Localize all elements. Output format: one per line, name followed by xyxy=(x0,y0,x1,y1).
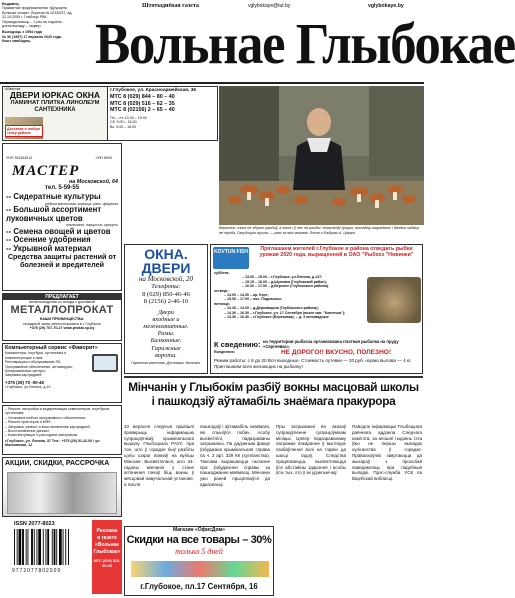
ad-computer xyxy=(2,343,122,403)
fish-stop: – 16.30 – 17.00 – д.Верхнее (Глубокского района). xyxy=(242,284,330,289)
article-column: 10 верасня следчыя прыйшлі праверыць інфармацыю супрацоўнікаў крымінальнага вышуку Глыбоцкага РАУС пра тое, што ў горадзе быў разбіты цэлы шэраг вокнаў на вуліцы Мінская. Высветлілася, што 34-гадовы мінчанін у стане ап'янення пачаў біць вокны ў мясцовай навучальнай установе, а пасля xyxy=(124,424,194,487)
photo-caption: Верасень: гэта не збіралі грыбаў, а гэта і ў лес на грыбы! Аляксандр Цвірка, гаспадар агарадзіны і далёка хадзіць не трэба, Галубоцкія пушчы — увас за якіх вочкамі. Фота з Фабрыкі A. Цвірка. xyxy=(219,226,420,235)
laptop-icon xyxy=(92,354,118,372)
ad-metal-line1: НАШИ ПРЕИМУЩЕСТВА: xyxy=(39,317,85,322)
ad-master xyxy=(2,143,122,291)
publisher-line: Прыватнае прадпрыемства «Друкарня xyxy=(2,6,67,11)
barcode xyxy=(12,529,86,567)
publisher-block xyxy=(2,2,94,82)
ad-okna-item: ворота. xyxy=(155,351,177,359)
fish-weekday-tag: Ежедневно: xyxy=(214,350,236,354)
ad-okna-phone: 8 (2156) 2-46-10 xyxy=(143,298,189,305)
article-tail xyxy=(278,526,423,596)
ad-akcii xyxy=(2,457,122,517)
ad-tag: Абвестка xyxy=(5,87,21,91)
fish-headline: Пріглашаем жителей г.Глубокое и района отведать рыбки урожая 2020 года, выращенной в ОАО "Рыбхоз "Новинки" xyxy=(259,246,414,259)
fish-day: пятница: xyxy=(214,301,230,306)
ad-okna-item: межкомнатные. xyxy=(143,322,189,330)
ad-vertical-line: «Вольнае xyxy=(94,542,120,548)
fish-notice-tag: К сведению: xyxy=(214,340,261,349)
fish-day: четверг: xyxy=(214,288,229,293)
ad-vertical xyxy=(92,520,122,594)
ad-computer-bullet: Программное обеспечение, антивирусы; xyxy=(5,364,73,369)
ad-dveri-contacts xyxy=(108,86,218,141)
newspaper-title: Вольнае Глыбокае xyxy=(95,12,515,77)
masthead-rule xyxy=(0,82,424,84)
ad-computer-bullet: Заправка картриджей. xyxy=(5,373,43,378)
ad-computer-bullet: Копировальные центры; xyxy=(5,369,46,374)
ad-dom xyxy=(124,526,274,596)
ad-computer-address: г.Глубокое, ул.Ленина, д.10 xyxy=(5,385,51,390)
founded-note: Выходзіць з 1994 года xyxy=(2,30,42,35)
publisher-line: Перыядычнасць – 1 раз на тыдзень, xyxy=(2,19,63,24)
ad-metal-contacts: +375 (29) 707-70-27 www.prokat-sp.by xyxy=(29,326,95,331)
fish-logo: KOVTUN FISH xyxy=(213,247,249,269)
ad-metal-tag: ПРЕДЛАГАЕТ xyxy=(3,294,121,300)
ad-repair-footer: г.Глубокое, ул. Ленина, 37 Тел.: +375 (29) 51-32-00 / ул. Московская, 12 xyxy=(5,438,101,448)
ad-repair-line: – Установка любого программного обеспечения; xyxy=(5,415,86,420)
fish-footer: Режим работы: с 8 до 20 Вся выходные. Стоимость путевки — 20 руб. норма вылова — 4 кг. Приглашаем всех желающих на рыбалку! xyxy=(214,358,412,369)
ad-vertical-line: Реклама xyxy=(96,528,118,534)
ad-akcii-title: АКЦИИ, СКИДКИ, РАССРОЧКА xyxy=(5,460,110,467)
fish-notice-text: на территории рыбхоза организована платная рыбалка на пруду «Сергеевка». xyxy=(263,339,399,349)
price-note: Кошт свабодны. xyxy=(2,39,32,44)
ad-okna-item: Рамы. xyxy=(157,330,175,338)
ad-okna-footer: Гарантия качества. Доставка. Монтаж. xyxy=(131,360,201,365)
ad-dveri-hours: Вс. 9.00 – 16.00 xyxy=(110,124,137,129)
bullet-text: редька масличная, горчица, рапс, фацелия xyxy=(45,201,118,206)
ad-repair-line: – Заправка, ремонт и восстановление картриджей; xyxy=(5,424,91,429)
ad-repair-line: – Ремонт, настройка и модернизация компьютеров, ноутбуков, оргтехники; xyxy=(5,407,110,416)
ad-dveri-address: г.Глубокое, ул. Красноармейская, 36 xyxy=(110,88,197,93)
tagline: Штотыднёвая газета xyxy=(142,3,199,9)
bullet-text: тюльпаны, нарциссы, крокусы xyxy=(65,223,118,228)
barcode-digits: 9772077802009 xyxy=(12,568,62,574)
fish-stop: – 13.30 – 16.30 – г.Глубокое (Березовка); – д. 4 иеломадные xyxy=(224,315,329,320)
ad-repair-line: – Восстановление данных; xyxy=(5,429,50,434)
ad-master-bullet xyxy=(6,206,118,228)
ad-dveri xyxy=(2,86,108,141)
kitchen-image xyxy=(7,472,117,514)
ad-dom-address: г.Глубокое, пл.17 Сентября, 16 xyxy=(140,582,258,591)
bullet-title: -- Осенние удобрения xyxy=(6,235,91,245)
ad-dveri-line1: ДВЕРИ ЮРКАС ОКНА xyxy=(9,90,101,101)
ad-computer-title: Компьютерный сервис «Фаворит» xyxy=(5,345,98,351)
bullet-title: -- Семена овощей и цветов xyxy=(6,226,111,236)
ad-dveri-line3: САНТЕХНИКА xyxy=(34,107,76,114)
ad-okna-item: входные и xyxy=(152,315,180,323)
ad-vertical-line: Глыбокае» xyxy=(93,549,121,555)
fish-day: суббота: xyxy=(214,271,230,275)
delivery-badge: Доставка в любую точку района xyxy=(5,125,43,137)
mushroom-photo xyxy=(219,86,424,225)
ad-computer-bullet: Реставрация и обслуживание ПК; xyxy=(5,360,62,365)
ad-okna-address: на Московской, 20 xyxy=(138,275,194,283)
ad-okna-phone-label: Телефоны: xyxy=(151,283,181,290)
ad-master-title: МАСТЕР xyxy=(12,163,80,179)
ad-okna-item: Балконные. xyxy=(150,337,182,345)
fish-stop: – 15.00 – 17.00 – пос. Подсвилье; xyxy=(224,297,283,302)
ad-okna-item: Гаражные xyxy=(151,344,181,352)
publisher-line: Вольнае слова», Ліцэнзія № 02330/37, ад xyxy=(2,10,72,15)
ad-metal xyxy=(2,293,122,341)
article-column: Паводле інфармацыі Глыбоцкага раённага аддзела Следчага камітэта, за апошні тыдзень гэта ўжо не першы выпадак хуліганства ў горадзе. Праваахоўнікі звяртаюцца да жыхароў з просьбай паведамляць пра падобныя выпадкі. Прэс-служба УСК па Віцебскай вобласці. xyxy=(352,424,422,482)
ad-master-address: на Московской, 64 xyxy=(69,179,118,185)
ad-repair-line: – Ремонт принтеров и МФУ; xyxy=(5,420,52,425)
publisher-line: Выдавец: xyxy=(2,2,20,6)
issue-number: № 36 (1957) 17 верасня 2020 года. xyxy=(2,34,62,39)
ad-master-phone: тел. 5-59-55 xyxy=(44,185,80,191)
ad-dveri-phone: МТС 8 (029) 516 – 62 – 35 xyxy=(110,100,175,107)
article-headline-bar xyxy=(124,376,423,422)
ad-dveri-hours: Пн. – пт. 10.00 – 19.00 xyxy=(110,115,147,120)
fish-stop: – 14.30 – 16.30 – г.Глубокое, ул. 17 Сентября (возле маг. "Копеечка"); xyxy=(224,310,346,315)
publisher-line: 12.10.2009 г. Глыбоцкі РВК. xyxy=(2,15,48,20)
ad-computer-bullet: Компьютеры, ноутбуки, оргтехника и комплектующие к ним; xyxy=(5,351,67,360)
ad-dveri-hours: Сб. 9.00 – 16.00 xyxy=(110,120,137,125)
article-column: Пры затрыманні ён аказаў супраціўленне супрацоўнікам міліцыі. Цяпер падазраванаму пагражае пакаранне ў выглядзе пазбаўлення волі на тэрмін да шасці гадоў. Следства працягваецца, высвятляюцца ўсе абставіны здарэння і асобы ўсіх тых, хто ў ім удзельнічаў. xyxy=(276,424,346,476)
fish-stop: – 15.15 – 16.00 – д.Шуневка (Глубокский район); xyxy=(242,279,327,284)
fish-stop: – 13.00 – 15.00 – г.Глубокое, ул.Ленина, д.137; xyxy=(242,275,323,280)
ad-dom-headline: Скидки на все товары – 30% xyxy=(126,534,272,546)
ad-dom-sub: только 5 дней xyxy=(175,547,223,556)
ad-okna-title2: ДВЕРИ xyxy=(141,260,191,276)
ad-okna-item: Двери xyxy=(157,308,175,316)
issn-label: ISSN 2077-8023 xyxy=(14,521,55,527)
bullet-title: -- Укрывной материал xyxy=(6,243,92,253)
article-body xyxy=(124,424,423,524)
ad-metal-subtitle: металлоизделия со склада с доставкой xyxy=(28,300,96,304)
fish-stop: – 14.00 – 14.30 – ар. Корт; xyxy=(224,293,269,298)
ad-okna-phone: 8 (029) 850-46-46 xyxy=(142,290,190,298)
ad-vertical-line: МТС (029) 513-60-00 xyxy=(93,559,121,568)
bullet-title: Средства защиты растений от болезней и вредителей xyxy=(7,252,117,270)
ad-dveri-line2: ЛАМИНАТ ПЛИТКА ЛИНОЛЕУМ xyxy=(10,100,100,107)
bullet-title: -- Сидератные культуры xyxy=(6,192,101,201)
email-link[interactable]: vglybokaye@tut.by xyxy=(248,3,291,9)
fish-stop: – 13.30 – 14.00 – д.Дерковщина (Глубокского района); xyxy=(224,306,319,311)
publisher-line: дзень выхаду – чацвер. xyxy=(2,24,42,29)
article-column: пашкодзіў і аўтамабіль знаёмага, які спыніўся побач. Асобу высветлілі, падазраваны затрыманы. Па дадзеным факце ўзбуджана крымінальная справа па ч. 2 арт. 339 КК (хуліганства). Таксама вырашаецца пытанне пра ўзбуджэнне справы за пашкоджанне маёмасці. Мінчанін ужо раней прыцягваўся да адказнасці. xyxy=(200,424,270,487)
fish-slogan: НЕ ДОРОГО!! ВКУСНО, ПОЛЕЗНО! xyxy=(281,349,391,356)
ad-metal-line2: складской запас металлопроката в г. Глубокое xyxy=(23,321,101,326)
ad-okna xyxy=(124,244,208,374)
ad-metal-title: МЕТАЛЛОПРОКАТ xyxy=(10,304,114,317)
ad-vertical-line: в газете xyxy=(97,535,117,541)
fish-image xyxy=(367,277,421,323)
ad-dom-brand: Магазин «ОфисДом» xyxy=(173,527,225,533)
website-link[interactable]: vglybokaye.by xyxy=(368,3,404,9)
ad-repair-line: – Комплектующие и расходные материалы. xyxy=(5,433,79,438)
ad-dveri-phone: МТС 8 (02156) 2 – 65 – 40 xyxy=(110,107,175,114)
ad-fish xyxy=(210,244,423,374)
ad-computer-phone: +375 (29) 70 -00-46 xyxy=(5,379,44,385)
ad-dveri-phone: МТС 8 (029) 844 – 80 – 40 xyxy=(110,94,175,100)
bullet-title: -- Большой ассортимент луковичных цветов xyxy=(6,205,102,223)
ad-okna-title1: ОКНА. xyxy=(144,246,188,262)
article-headline: Мінчанін у Глыбокім разбіў вокны масцовай школы і пашкодзіў аўтамабіль знаёмага пракурора xyxy=(128,380,419,408)
ad-repair xyxy=(2,405,122,455)
unp-label: УНП 391164014 xyxy=(6,156,33,160)
unp-label: УНП 8000 xyxy=(95,156,112,160)
stationery-image xyxy=(131,561,269,577)
